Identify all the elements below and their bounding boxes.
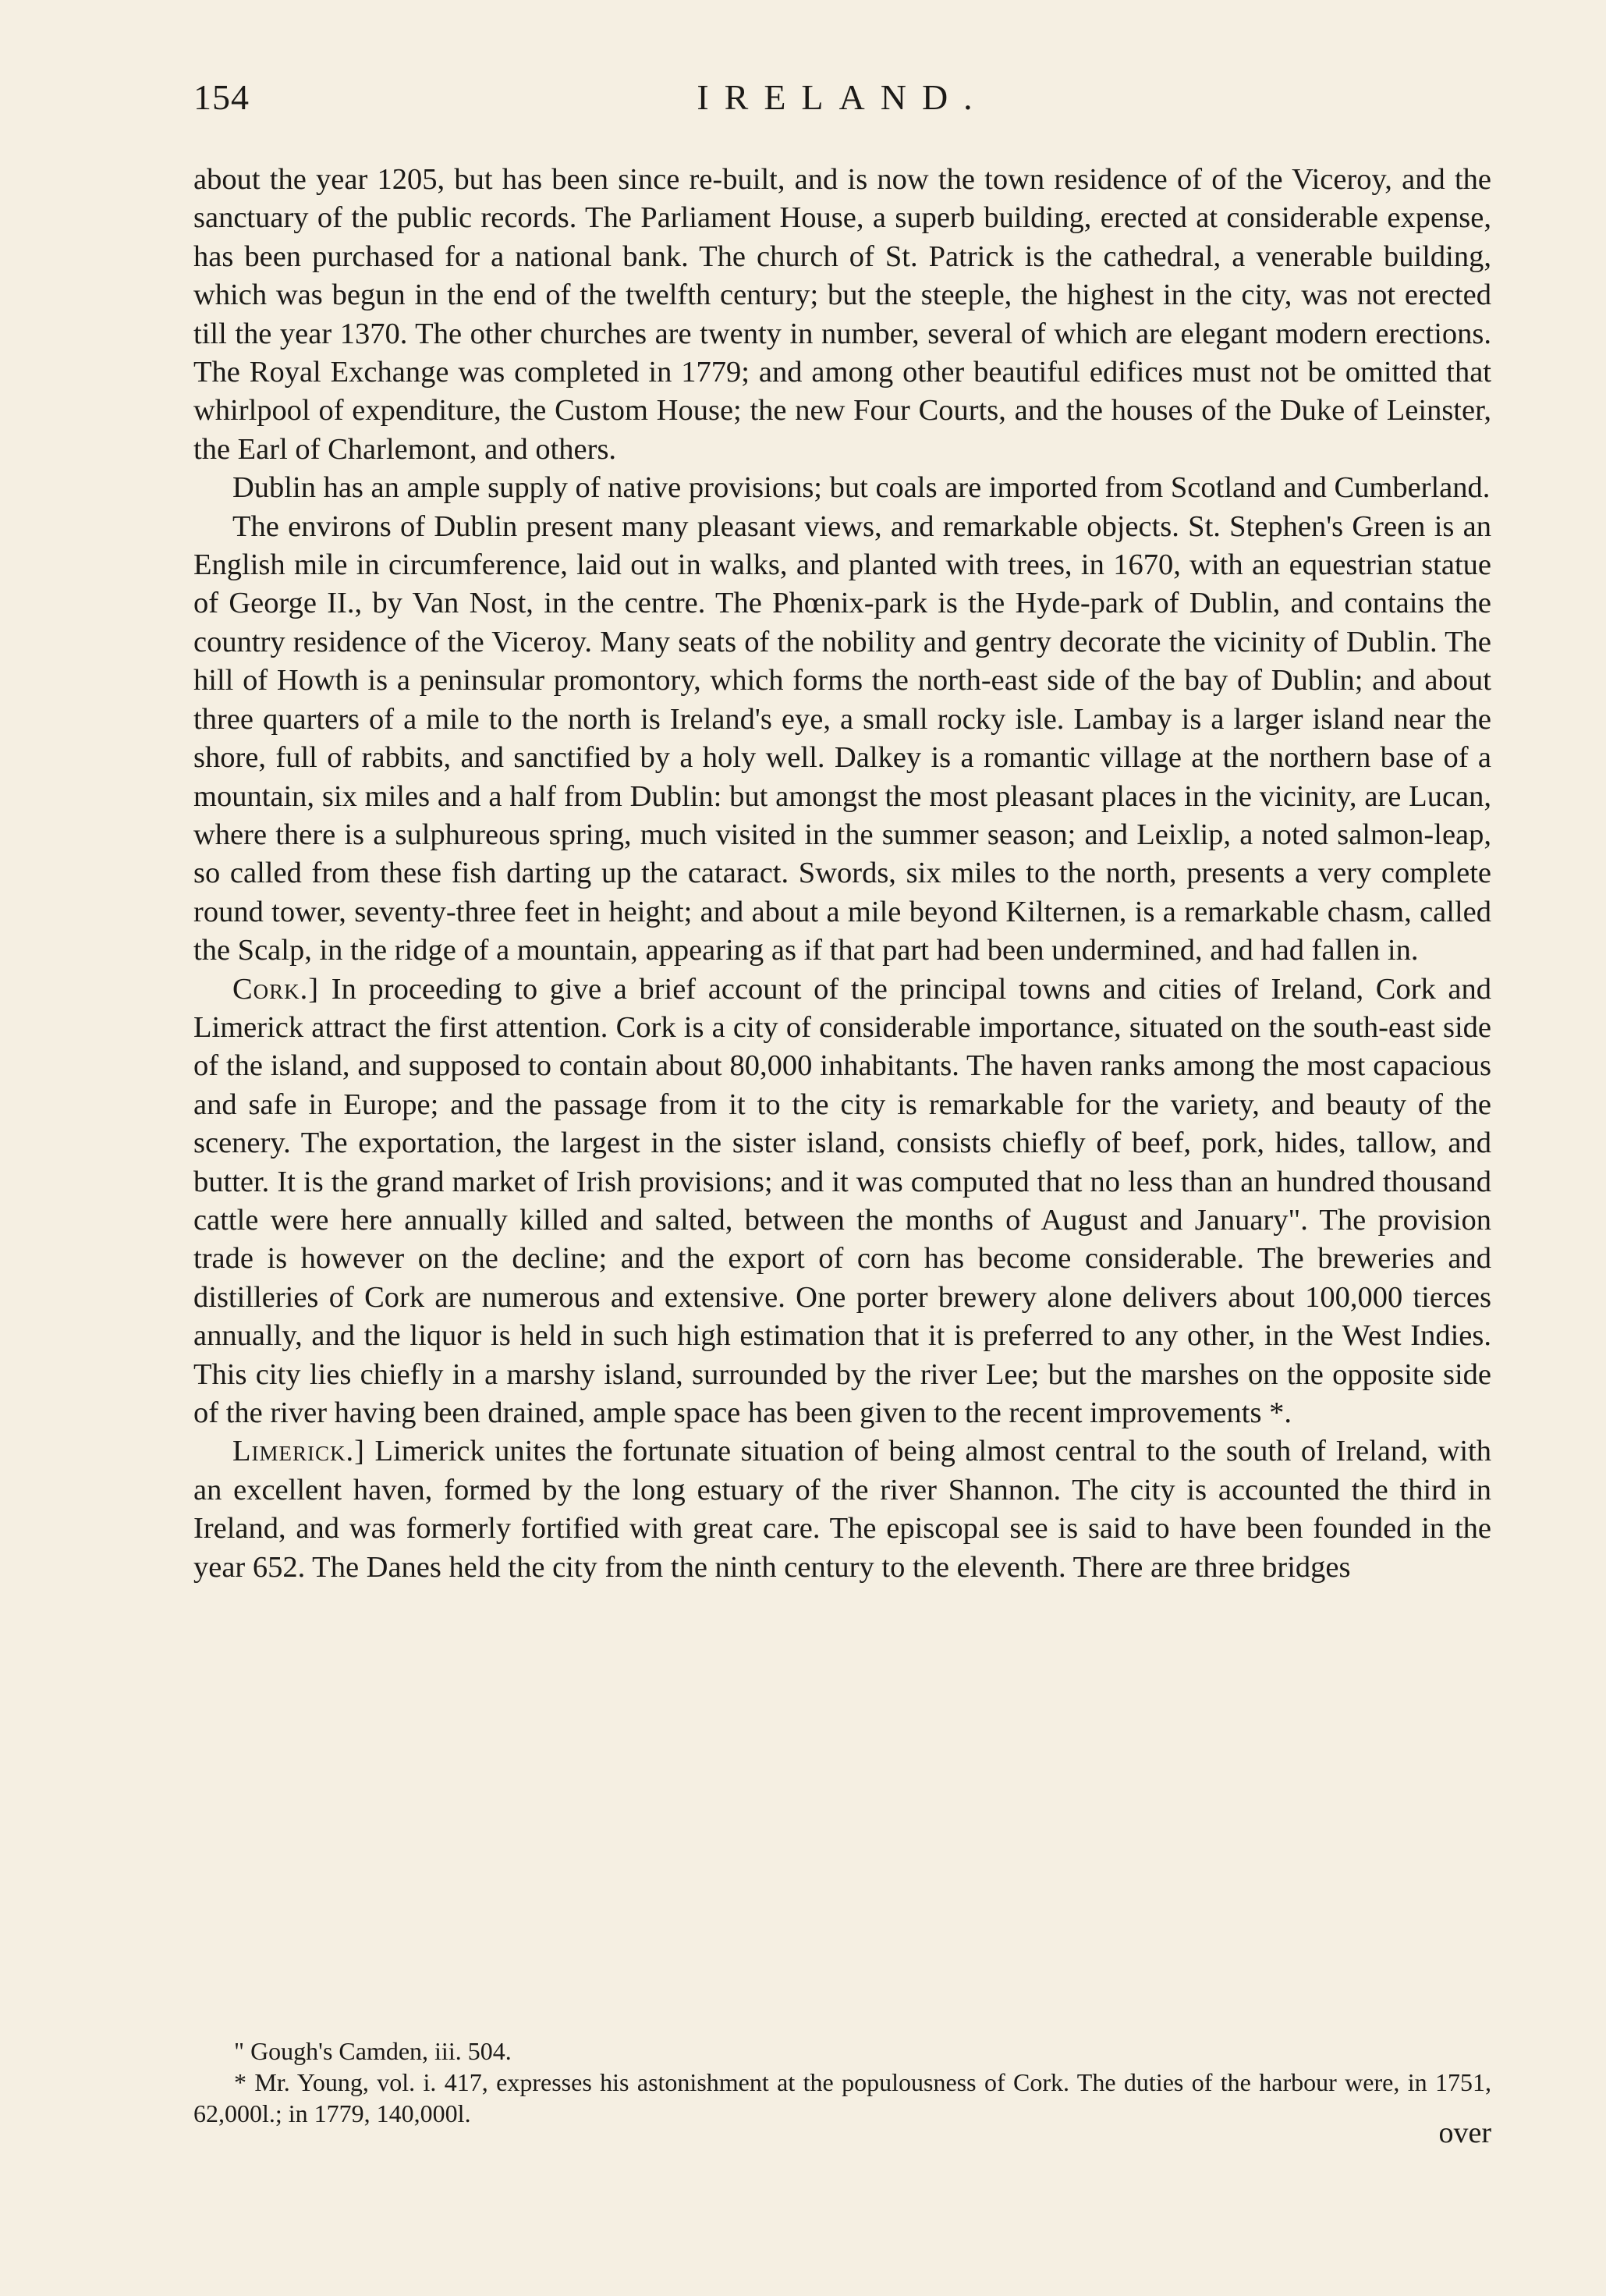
catchword: over bbox=[1438, 2117, 1491, 2149]
paragraph-dublin-buildings: about the year 1205, but has been since re-built, and is now the town residence of of the Viceroy, and the sanctuary of the public records. The Parliament House, a superb building, erected at considerable expense, has been purchased for a national bank. The church of St. Patrick is the cathedral, a venerable building, which was begun in the end of the twelfth century; but the steeple, the highest in the city, was not erected till the year 1370. The other churches are twenty in number, several of which are elegant modern erections. The Royal Exchange was completed in 1779; and among other beautiful edifices must not be omitted that whirlpool of expenditure, the Custom House; the new Four Courts, and the houses of the Duke of Leinster, the Earl of Charlemont, and others. bbox=[193, 163, 1491, 466]
paragraph-dublin-environs: The environs of Dublin present many pleasant views, and remarkable objects. St. Stephen's Green is an English mile in circumference, laid out in walks, and planted with trees, in 1670, with an equestrian statue of George II., by Van Nost, in the centre. The Phœnix-park is the Hyde-park of Dublin, and contains the country residence of the Viceroy. Many seats of the nobility and gentry decorate the vicinity of Dublin. The hill of Howth is a peninsular promontory, which forms the north-east side of the bay of Dublin; and about three quarters of a mile to the north is Ireland's eye, a small rocky isle. Lambay is a larger island near the shore, full of rabbits, and sanctified by a holy well. Dalkey is a romantic village at the northern base of a mountain, six miles and a half from Dublin: but amongst the most pleasant places in the vicinity, are Lucan, where there is a sulphureous spring, much visited in the summer season; and Leixlip, a noted salmon-leap, so called from these fish darting up the cataract. Swords, six miles to the north, presents a very complete round tower, seventy-three feet in height; and about a mile beyond Kilternen, is a remarkable chasm, called the Scalp, in the ridge of a mountain, appearing as if that part had been undermined, and had fallen in. bbox=[193, 509, 1491, 967]
limerick-text: Limerick unites the fortunate situation of being almost central to the south of Ireland, with an excellent haven, formed by the long estuary of the river Shannon. The city is accounted the third in Ireland, and was formerly fortified with great care. The episcopal see is said to have been founded in the year 652. The Danes held the city from the ninth century to the eleventh. There are three bridges bbox=[193, 1435, 1492, 1584]
page-header bbox=[193, 76, 1491, 123]
footnote-young: * Mr. Young, vol. i. 417, expresses his astonishment at the populousness of Cork. The duties of the harbour were, in 1751, 62,000l.; in 1779, 140,000l. bbox=[193, 2068, 1491, 2127]
running-title: IRELAND. bbox=[697, 77, 988, 117]
footnote-camden: " Gough's Camden, iii. 504. bbox=[234, 2037, 512, 2065]
paragraph-dublin-provisions: Dublin has an ample supply of native provisions; but coals are imported from Scotland and Cumberland. bbox=[232, 471, 1491, 505]
paragraph-cork bbox=[193, 971, 1491, 1433]
body-text bbox=[193, 161, 1491, 1587]
side-heading-limerick: Limerick.] bbox=[232, 1435, 365, 1468]
footnotes bbox=[193, 2035, 1491, 2129]
side-heading-cork: Cork.] bbox=[232, 972, 320, 1006]
page-number: 154 bbox=[193, 77, 250, 117]
paragraph-limerick bbox=[193, 1432, 1491, 1587]
cork-text: In proceeding to give a brief account of the principal towns and cities of Ireland, Cork and Limerick attract the first attention. Cork is a city of considerable importance, situated on the south-east side of the island, and supposed to contain about 80,000 inhabitants. The haven ranks among the most capacious and safe in Europe; and the passage from it to the city is remarkable for the variety, and beauty of the scenery. The exportation, the largest in the sister island, consists chiefly of beef, pork, hides, tallow, and butter. It is the grand market of Irish provisions; and it was computed that no less than an hundred thousand cattle were here annually killed and salted, between the months of August and January". The provision trade is however on the decline; and the export of corn has become considerable. The breweries and distilleries of Cork are numerous and extensive. One porter brewery alone delivers about 100,000 tierces annually, and the liquor is held in such high estimation that it is preferred to any other, in the West Indies. This city lies chiefly in a marshy island, surrounded by the river Lee; but the marshes on the opposite side of the river having been drained, ample space has been given to the recent improvements *. bbox=[193, 972, 1492, 1429]
